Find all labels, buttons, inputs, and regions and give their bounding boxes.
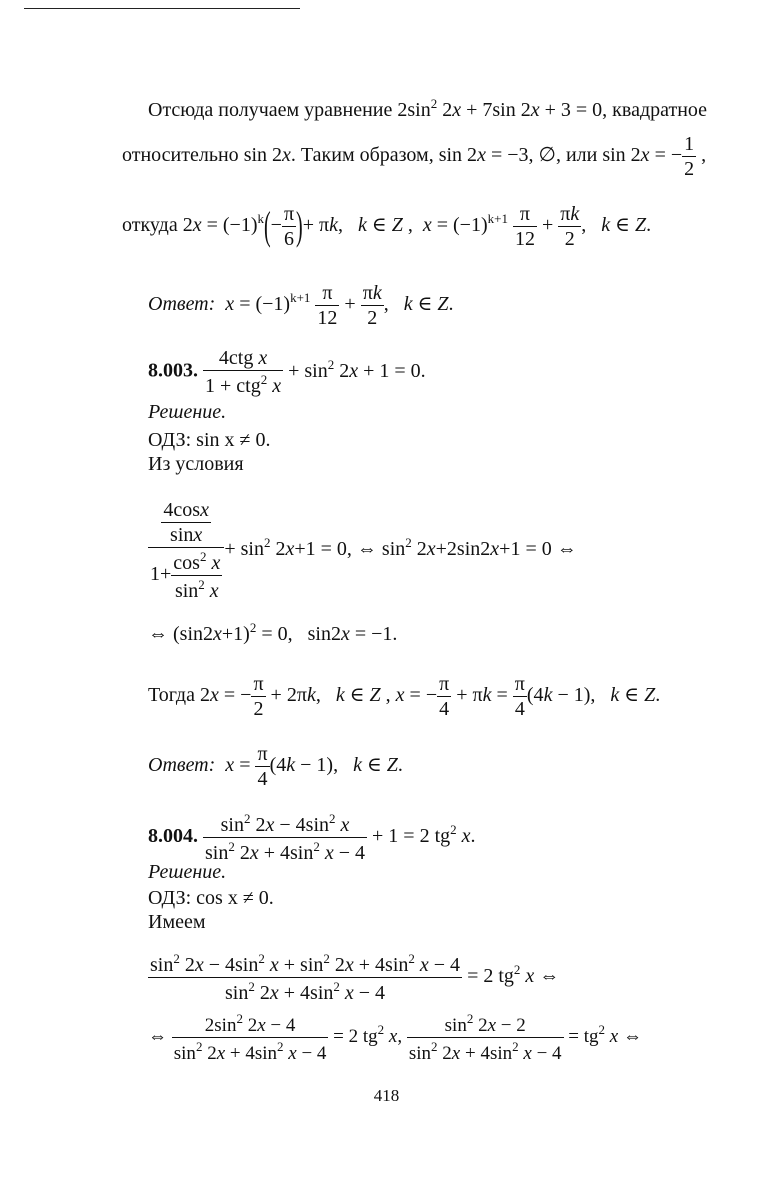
answer-label: Ответ: xyxy=(148,754,216,777)
odz-line xyxy=(148,428,271,452)
formula-line xyxy=(148,616,397,646)
problem-8004 xyxy=(148,812,476,863)
formula: $2\sin^2$ 2x + 7sin 2x + 3 = 0 xyxy=(397,96,603,121)
formula: ⇔ $\frac{2\sin^2 2x - 4}{\sin^2 2x + 4\sin^2 x - 4}$ = 2 $tg^2$ x, $\frac{\sin^2 2x - 2}{\sin^2 2x + 4\sin^2 x - 4}$ = $tg^2$ x ⇔ xyxy=(148,1011,642,1064)
formula: sin 2x xyxy=(243,144,291,167)
formula: $\frac{\text{4ctg x}}{1 + ctg^2 x}$ + $\sin^2 2x + 1 = 0$. xyxy=(205,347,426,397)
text-line xyxy=(148,92,707,122)
answer-line xyxy=(148,283,454,328)
formula: + $\sin^2 2x+1 = 0$, ⇔ $\sin^2 2x+2\sin 2x+1 = 0$ ⇔ xyxy=(224,535,577,561)
answer-label: Ответ: xyxy=(148,293,216,316)
odz-label: ОДЗ: xyxy=(148,429,192,451)
text-line: Из условия xyxy=(148,453,244,475)
formula: x = $\frac{\pi}{4}$ (4k − 1), k ∈ Z. xyxy=(225,743,403,790)
odz-label: ОДЗ: xyxy=(148,887,192,909)
formula: $x = (-1)^{k+1}$ $\frac{\pi}{12}$ + $\frac{\pi k}{2}$ , k ∈ Z. xyxy=(225,282,454,329)
text-line xyxy=(122,134,706,179)
formula: $\frac{\sin^2 2x - 4\sin^2 x}{\sin^2 2x + 4\sin^2 x - 4}$ + 1 = 2 $tg^2$ x. xyxy=(205,811,476,864)
odz-line xyxy=(148,886,274,910)
formula: cos x ≠ 0. xyxy=(196,887,274,909)
problem-number: 8.003. xyxy=(148,359,198,382)
answer-line xyxy=(148,744,403,789)
text-line xyxy=(122,204,651,249)
problem-8003 xyxy=(148,348,426,396)
solution-heading: Решение. xyxy=(148,401,227,423)
formula: 2x = − $\frac{\pi}{2}$ + 2πk, k ∈ Z , x = − $\frac{\pi}{4}$ + πk = $\frac{\pi}{4}$ (4k − 1), k ∈ Z. xyxy=(199,673,661,720)
formula: $\frac{4\cos x}{\sin x}$ 1+ $\frac{\cos^2 x}{\sin^2 x}$ xyxy=(148,500,224,601)
formula: $2x = (-1)^k(-$ $\frac{\pi}{6}$ )+ πk, k ∈ Z , $x = (-1)^{k+1}$ $\frac{\pi}{12}$ + $\frac{\pi k}{2}$ , k ∈ Z. xyxy=(182,203,652,250)
formula: ⇔ $(\sin 2x+1)^2 = 0$, sin2x = −1. xyxy=(148,620,398,645)
formula: sin 2x = −3, ∅ xyxy=(438,144,556,167)
page-number: 418 xyxy=(373,1086,400,1105)
text: . Таким образом, xyxy=(290,144,434,167)
formula-line xyxy=(148,500,577,601)
text: , квадратное xyxy=(602,99,708,121)
header-rule xyxy=(24,8,300,9)
solution-heading: Решение. xyxy=(148,861,227,883)
problem-number: 8.004. xyxy=(148,825,198,848)
text-line: Имеем xyxy=(148,911,206,933)
text: , или xyxy=(555,144,598,167)
text: Тогда xyxy=(148,684,195,707)
formula-line xyxy=(148,952,559,1003)
text: относительно xyxy=(122,144,239,167)
text: откуда xyxy=(122,214,178,237)
text-line xyxy=(148,674,660,719)
formula-line xyxy=(148,1012,642,1063)
formula: sin x ≠ 0. xyxy=(196,429,271,451)
formula: sin 2x = − $\frac{1}{2}$ , xyxy=(602,133,707,180)
text: Отсюда получаем уравнение xyxy=(148,99,393,121)
formula: $\frac{\sin^2 2x - 4\sin^2 x + \sin^2 2x + 4\sin^2 x - 4}{\sin^2 2x + 4\sin^2 x - 4}$ = 2 $tg^2$ x ⇔ xyxy=(150,951,560,1004)
